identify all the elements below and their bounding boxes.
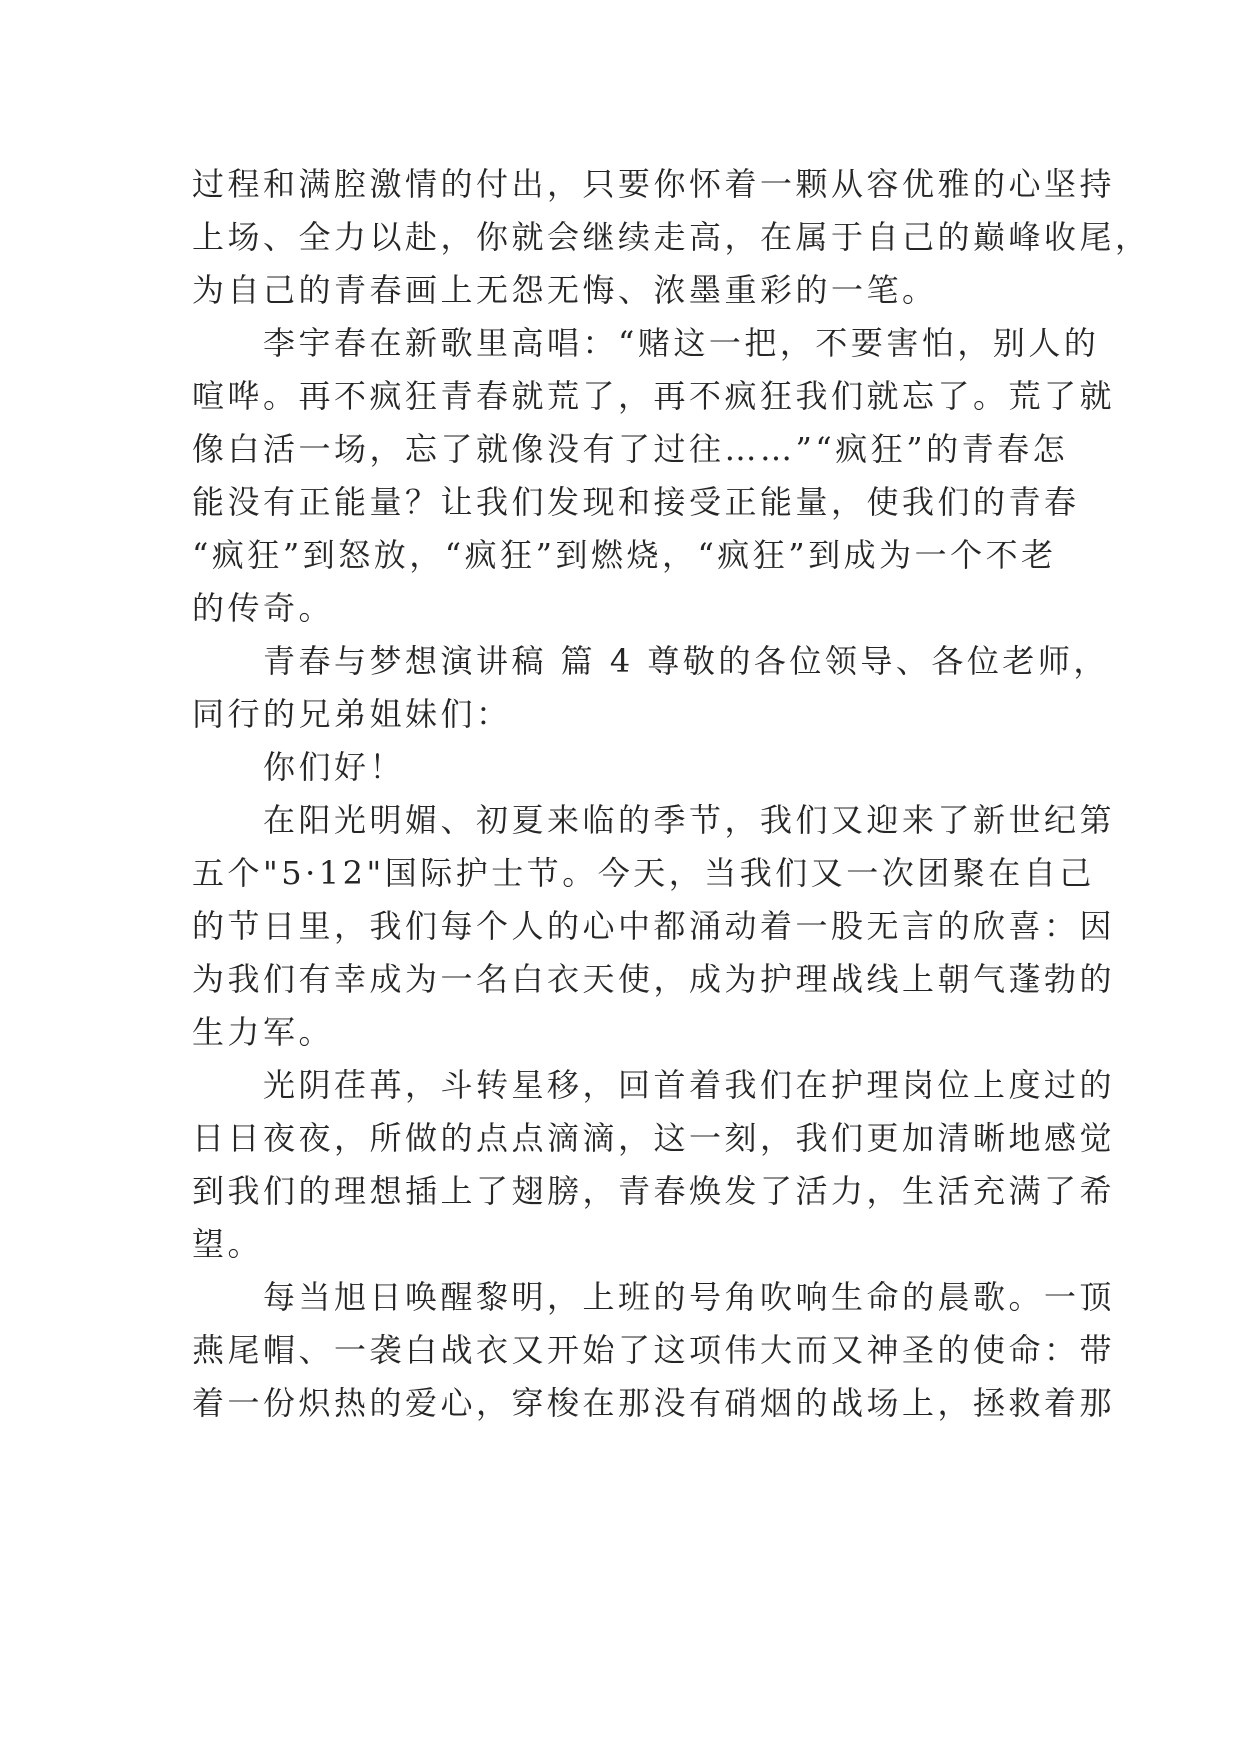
document-body [192,158,1151,1430]
text-line: 生力军。 [192,1013,335,1051]
text-line: 喧哗。再不疯狂青春就荒了，再不疯狂我们就忘了。荒了就 [192,377,1116,415]
text-line: 能没有正能量？让我们发现和接受正能量，使我们的青春 [192,483,1080,521]
text-line: 的传奇。 [192,589,335,627]
text-line: 青春与梦想演讲稿 篇 4 尊敬的各位领导、各位老师， [192,642,1109,680]
text-line: 着一份炽热的爱心，穿梭在那没有硝烟的战场上，拯救着那 [192,1384,1116,1422]
text-line: 每当旭日唤醒黎明，上班的号角吹响生命的晨歌。一顶 [192,1278,1116,1316]
text-line: 为自己的青春画上无怨无悔、浓墨重彩的一笔。 [192,271,938,309]
text-line: 到我们的理想插上了翅膀，青春焕发了活力，生活充满了希 [192,1172,1116,1210]
text-line: 上场、全力以赴，你就会继续走高，在属于自己的巅峰收尾， [192,218,1151,256]
text-line: 日日夜夜，所做的点点滴滴，这一刻，我们更加清晰地感觉 [192,1119,1116,1157]
text-line: 李宇春在新歌里高唱：“赌这一把，不要害怕，别人的 [192,324,1100,362]
text-line: 像白活一场，忘了就像没有了过往……”“疯狂”的青春怎 [192,430,1069,468]
text-line: 同行的兄弟姐妹们： [192,695,512,733]
text-line: 在阳光明媚、初夏来临的季节，我们又迎来了新世纪第 [192,801,1116,839]
text-line: 望。 [192,1225,264,1263]
text-line: 的节日里，我们每个人的心中都涌动着一股无言的欣喜：因 [192,907,1116,945]
text-line: “疯狂”到怒放，“疯狂”到燃烧，“疯狂”到成为一个不老 [192,536,1057,574]
text-line: 五个"5·12"国际护士节。今天，当我们又一次团聚在自己 [192,854,1095,892]
text-line: 你们好！ [192,748,406,786]
text-line: 光阴荏苒，斗转星移，回首着我们在护理岗位上度过的 [192,1066,1116,1104]
text-line: 为我们有幸成为一名白衣天使，成为护理战线上朝气蓬勃的 [192,960,1116,998]
text-line: 过程和满腔激情的付出，只要你怀着一颗从容优雅的心坚持 [192,165,1116,203]
text-line: 燕尾帽、一袭白战衣又开始了这项伟大而又神圣的使命：带 [192,1331,1116,1369]
